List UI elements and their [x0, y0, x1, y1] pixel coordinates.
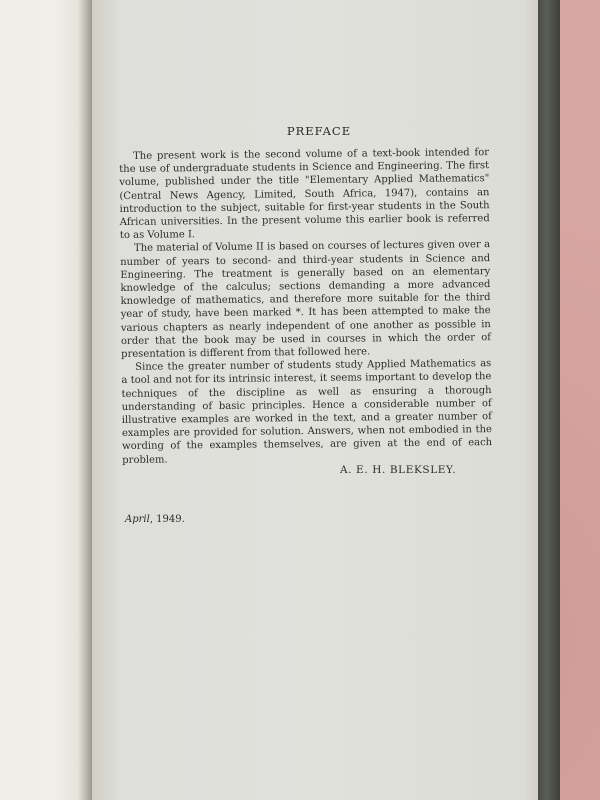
date-year: , 1949. — [149, 514, 185, 525]
preface-date — [125, 514, 185, 525]
preface-body — [119, 146, 492, 467]
book-cover-edge — [538, 0, 560, 800]
paragraph-1: The present work is the second volume of a text-book intended for the use of undergraduate students in Science and Engineering. The first volume, published under the title "Elementary Applied Mathematics" (Central News Agency, Limited, South Africa, 1947), contains an introduction to the subject, suitable for first-year students in the South African universities. In the present volume this earlier book is referred to as Volume I. — [119, 147, 490, 242]
paragraph-2: The material of Volume II is based on courses of lectures given over a number of years to second- and third-year students in Science and Engineering. The treatment is generally based on an elementary knowledge of the calculus; sections demanding a more advanced knowledge of mathematics, and therefore more suitable for the third year of study, have been marked *. It has been attempted to make the various chapters as nearly independent of one another as possible in order that the book may be used in courses in which the order of presentation is different from that followed here. — [120, 239, 492, 361]
preface-title: PREFACE — [286, 124, 352, 138]
paragraph-3: Since the greater number of students study Applied Mathematics as a tool and not for its intrinsic interest, it seems important to develop the techniques of the discipline as well as ensuring a thorough understanding of basic principles. Hence a considerable number of illustrative examples are worked in the text, and a greater number of examples are provided for solution. Answers, when not embodied in the wording of the examples themselves, are given at the end of each problem. — [121, 358, 493, 466]
author-signature: A. E. H. BLEKSLEY. — [340, 464, 457, 476]
date-month: April — [125, 514, 150, 525]
